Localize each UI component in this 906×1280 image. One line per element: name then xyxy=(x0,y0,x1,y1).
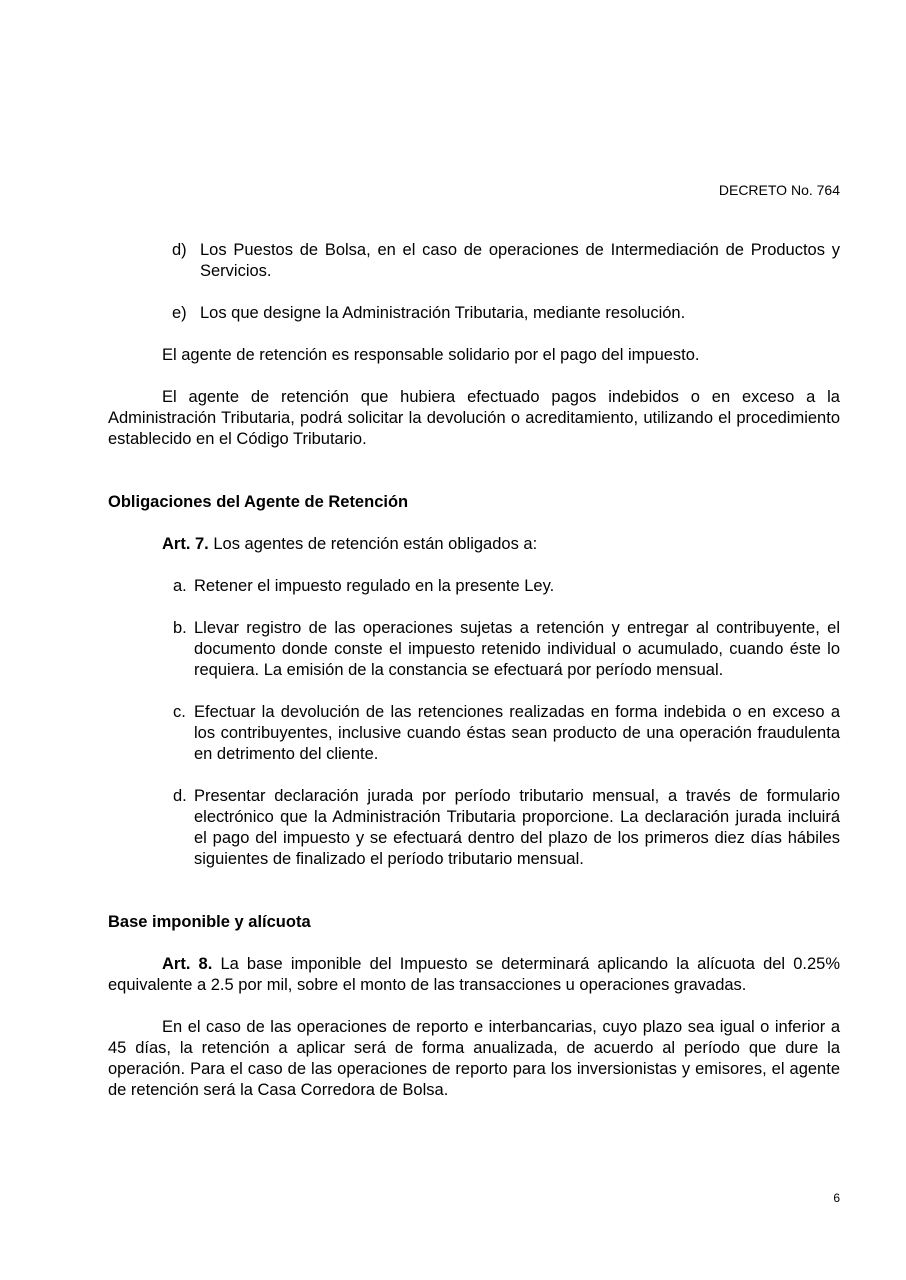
article-text: La base imponible del Impuesto se determinará aplicando la alícuota del 0.25% equivalente a 2.5 por mil, sobre el monto de las transacciones u operaciones gravadas. xyxy=(108,955,841,994)
list-item-text: Efectuar la devolución de las retenciones realizadas en forma indebida o en exceso a los contribuyentes, inclusive cuando éstas sean producto de una operación fraudulenta en detrimento del cliente. xyxy=(194,703,840,763)
paragraph-solidario: El agente de retención es responsable solidario por el pago del impuesto. xyxy=(162,346,700,364)
article-label: Art. 8. xyxy=(162,955,213,973)
obligation-item-d xyxy=(108,786,840,870)
article-text: Los agentes de retención están obligados a: xyxy=(208,535,538,553)
list-marker: d. xyxy=(173,787,187,805)
section-heading-base-imponible: Base imponible y alícuota xyxy=(108,913,311,931)
list-item-text: Llevar registro de las operaciones sujetas a retención y entregar al contribuyente, el documento donde conste el impuesto retenido individual o acumulado, cuando éste lo requiera. La emisión de la constancia se efectuará por período mensual. xyxy=(194,619,840,679)
list-marker: b. xyxy=(173,619,187,637)
list-item-e xyxy=(108,303,840,324)
list-marker: d) xyxy=(172,241,187,259)
list-item-text: Presentar declaración jurada por período tributario mensual, a través de formulario electrónico que la Administración Tributaria proporcione. La declaración jurada incluirá el pago del impuesto y se efectuará dentro del plazo de los primeros diez días hábiles siguientes de finalizado el período tributario mensual. xyxy=(194,787,840,868)
list-marker: e) xyxy=(172,304,187,322)
list-item-text: Los que designe la Administración Tributaria, mediante resolución. xyxy=(200,304,686,322)
decree-number-header: DECRETO No. 764 xyxy=(718,182,840,198)
obligation-item-a xyxy=(108,576,840,597)
paragraph-reporto: En el caso de las operaciones de reporto e interbancarias, cuyo plazo sea igual o inferior a 45 días, la retención a aplicar será de forma anualizada, de acuerdo al período que dure la operación. Para el caso de las operaciones de reporto para los inversionistas y emisores, el agente de retención será la Casa Corredora de Bolsa. xyxy=(108,1018,840,1099)
list-marker: a. xyxy=(173,577,187,595)
obligation-item-b xyxy=(108,618,840,681)
list-item-text: Retener el impuesto regulado en la presente Ley. xyxy=(194,577,555,595)
article-label: Art. 7. xyxy=(162,535,209,553)
list-marker: c. xyxy=(173,703,186,721)
obligation-item-c xyxy=(108,702,840,765)
document-body xyxy=(108,240,840,1101)
paragraph-devolucion: El agente de retención que hubiera efectuado pagos indebidos o en exceso a la Administración Tributaria, podrá solicitar la devolución o acreditamiento, utilizando el procedimiento establecido en el Código Tributario. xyxy=(108,388,840,448)
page-number: 6 xyxy=(833,1191,840,1205)
list-item-text: Los Puestos de Bolsa, en el caso de operaciones de Intermediación de Productos y Servicios. xyxy=(200,241,840,280)
section-heading-obligaciones: Obligaciones del Agente de Retención xyxy=(108,493,409,511)
list-item-d xyxy=(108,240,840,282)
article-8 xyxy=(108,954,840,996)
article-7 xyxy=(108,534,840,555)
